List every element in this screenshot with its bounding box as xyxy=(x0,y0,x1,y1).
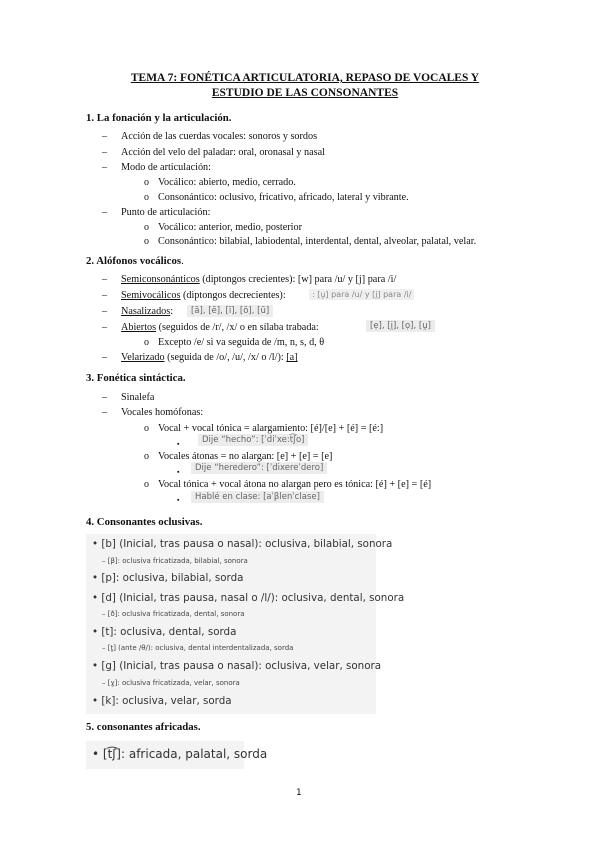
consonant-line: • [t͡ʃ]: africada, palatal, sorda xyxy=(92,747,268,761)
list-item: Vocálico: abierto, medio, cerrado. xyxy=(158,177,296,188)
list-item: Vocales homófonas: xyxy=(121,407,204,418)
example-badge: Dije “hecho”: [ˈdiˈxe:t͡ʃo] xyxy=(198,434,308,446)
page-title xyxy=(60,71,550,101)
dash-bullet: – xyxy=(102,274,108,285)
list-item: Consonántico: bilabial, labiodental, interdental, dental, alveolar, palatal, velar. xyxy=(158,236,477,247)
consonant-subline: – [β]: oclusiva fricatizada, bilabial, sonora xyxy=(102,557,248,565)
dash-bullet: – xyxy=(102,207,108,218)
example-badge: Dije “heredero”: [ˈdixereˈdero] xyxy=(191,462,327,474)
section-3-heading: 3. Fonética sintáctica. xyxy=(86,372,186,384)
list-item: Acción de las cuerdas vocales: sonoros y sordos xyxy=(121,131,318,142)
list-item: Vocal + vocal tónica = alargamiento: [é]/[e] + [é] = [é:] xyxy=(158,423,384,434)
list-item: Acción del velo del paladar: oral, oronasal y nasal xyxy=(121,147,325,158)
list-item: Consonántico: oclusivo, fricativo, africado, lateral y vibrante. xyxy=(158,192,409,203)
list-item: Nasalizados: xyxy=(121,306,174,317)
consonant-line: • [b] (Inicial, tras pausa o nasal): oclusiva, bilabial, sonora xyxy=(92,538,393,550)
consonant-line: • [t]: oclusiva, dental, sorda xyxy=(92,626,237,638)
circle-bullet: o xyxy=(144,479,149,490)
page-number: 1 xyxy=(296,788,302,798)
list-item: Vocal tónica + vocal átona no alargan pero es tónica: [é] + [e] = [é] xyxy=(158,479,432,490)
list-item: Vocálico: anterior, medio, posterior xyxy=(158,222,302,233)
dash-bullet: – xyxy=(102,131,108,142)
dash-bullet: – xyxy=(102,290,108,301)
consonant-line: • [p]: oclusiva, bilabial, sorda xyxy=(92,572,244,584)
dash-bullet: – xyxy=(102,162,108,173)
section-5-heading: 5. consonantes africadas. xyxy=(86,721,201,733)
list-item: Excepto /e/ si va seguida de /m, n, s, d, θ xyxy=(158,337,325,348)
dash-bullet: – xyxy=(102,407,108,418)
dash-bullet: – xyxy=(102,352,108,363)
list-item: Abiertos (seguidos de /r/, /x/ o en sílaba trabada: xyxy=(121,322,319,333)
ipa-example-badge: [ã], [ẽ], [ĩ], [õ], [ũ] xyxy=(187,305,273,317)
africadas-image-box xyxy=(86,741,268,769)
list-item: Modo de articulación: xyxy=(121,162,211,173)
dash-bullet: – xyxy=(102,322,108,333)
title-line-1: TEMA 7: FONÉTICA ARTICULATORIA, REPASO DE VOCALES Y xyxy=(130,72,480,84)
circle-bullet: o xyxy=(144,192,149,203)
consonant-line: • [k]: oclusiva, velar, sorda xyxy=(92,695,232,707)
list-item: Vocales átonas = no alargan: [e] + [e] = [e] xyxy=(158,451,333,462)
list-item: Semivocálicos (diptongos decrecientes): xyxy=(121,290,286,301)
list-item: Velarizado (seguida de /o/, /u/, /x/ o /l/): [a] xyxy=(121,352,298,363)
circle-bullet: o xyxy=(144,337,149,348)
consonant-subline: – [ð]: oclusiva fricatizada, dental, sonora xyxy=(102,610,245,618)
section-2-heading: 2. Alófonos vocálicos. xyxy=(86,255,184,267)
circle-bullet: o xyxy=(144,177,149,188)
consonant-subline: – [ɣ]: oclusiva fricatizada, velar, sonora xyxy=(102,679,240,687)
dash-bullet: – xyxy=(102,306,108,317)
dash-bullet: – xyxy=(102,147,108,158)
circle-bullet: o xyxy=(144,236,149,247)
consonant-line: • [d] (Inicial, tras pausa, nasal o /l/): oclusiva, dental, sonora xyxy=(92,592,405,604)
square-bullet: ▪ xyxy=(177,468,180,476)
title-line-2: ESTUDIO DE LAS CONSONANTES xyxy=(211,87,399,99)
square-bullet: ▪ xyxy=(177,496,180,504)
consonant-subline: – [t̪] (ante /θ/): oclusiva, dental interdentalizada, sorda xyxy=(102,644,294,652)
circle-bullet: o xyxy=(144,451,149,462)
square-bullet: ▪ xyxy=(177,440,180,448)
circle-bullet: o xyxy=(144,423,149,434)
list-item: Punto de articulación: xyxy=(121,207,211,218)
section-4-heading: 4. Consonantes oclusivas. xyxy=(86,516,203,528)
ipa-example-badge: : [u̯] para /u/ y [i̯] para /i/ xyxy=(309,289,414,300)
ipa-example-badge: [ẹ], [i̯], [ọ], [u̯] xyxy=(366,320,435,332)
oclusivas-image-box xyxy=(86,534,405,714)
consonant-line: • [g] (Inicial, tras pausa o nasal): oclusiva, velar, sonora xyxy=(92,660,382,672)
list-item: Sinalefa xyxy=(121,392,155,403)
circle-bullet: o xyxy=(144,222,149,233)
dash-bullet: – xyxy=(102,392,108,403)
list-item: Semiconsonánticos (diptongos crecientes): [w] para /u/ y [j] para /i/ xyxy=(121,274,397,285)
section-1-heading: 1. La fonación y la articulación. xyxy=(86,112,232,124)
example-badge: Hablé en clase: [aˈβlenˈclase] xyxy=(191,491,324,503)
